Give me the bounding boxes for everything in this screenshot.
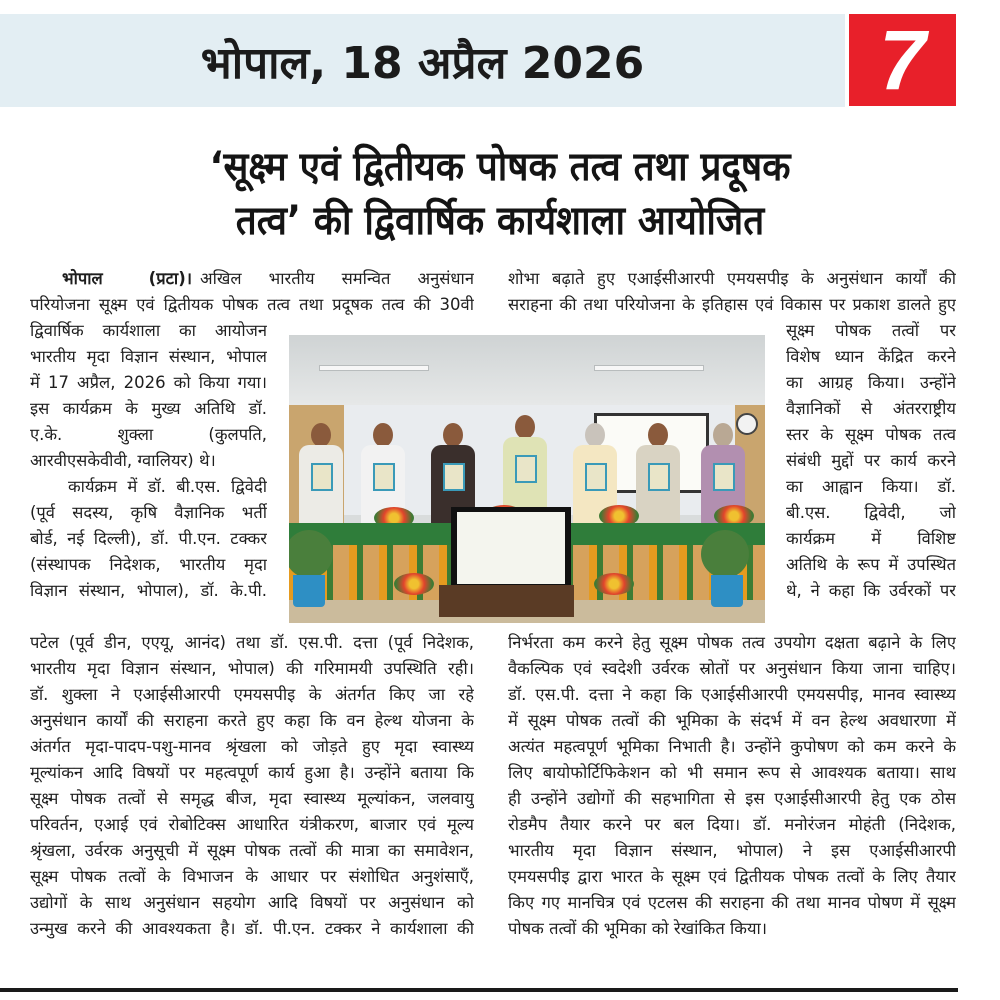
text-line: किए गए मानचित्र एवं एटलस की सराहना की तथा मानव पोषण में सूक्ष्म	[508, 893, 956, 912]
text-line: का आग्रह किया। उन्होंने	[786, 373, 956, 392]
text-line: ही उन्होंने उद्योगों की सहभागिता से इस एआईसीआरपी हेतु एक ठोस	[508, 789, 956, 808]
article-headline	[40, 140, 960, 248]
text-line: परियोजना सूक्ष्म एवं द्वितीयक पोषक तत्व तथा प्रदूषक तत्व की 30वी	[30, 295, 474, 314]
text-line: भारतीय मृदा विज्ञान संस्थान, भोपाल) ने इस एआईसीआरपी	[508, 841, 956, 860]
text-line: आरवीएसकेवीवी, ग्वालियर) थे।	[30, 451, 216, 470]
text-line: (पूर्व सदस्य, कृषि वैज्ञानिक भर्ती	[30, 503, 267, 522]
ceiling-light	[594, 365, 704, 371]
plant-pot	[711, 575, 743, 607]
text-line: वैज्ञानिकों से अंतरराष्ट्रीय	[786, 399, 956, 418]
text-line: उद्योगों के साथ अनुसंधान सहयोग आदि विषयों पर अनुसंधान को	[30, 893, 474, 912]
text-line: इस कार्यक्रम के मुख्य अतिथि डॉ.	[30, 399, 267, 418]
text-line: द्विवार्षिक कार्यशाला का आयोजन	[30, 321, 267, 340]
text-line: अखिल भारतीय समन्वित अनुसंधान	[200, 269, 474, 288]
text-line: वैकल्पिक एवं स्वदेशी उर्वरक स्रोतों पर अनुसंधान किया जाना चाहिए।	[508, 659, 956, 678]
display-monitor	[451, 507, 571, 589]
potted-plant	[701, 530, 749, 578]
text-line: अत्यंत महत्वपूर्ण भूमिका निभाती है। उन्होंने कुपोषण को कम करने के	[508, 737, 956, 756]
text-line: कार्यक्रम में डॉ. बी.एस. द्विवेदी	[68, 477, 267, 496]
text-line: अतिथि के रूप में उपस्थित	[786, 555, 956, 574]
page-number-badge: 7	[849, 14, 956, 106]
text-line: शोभा बढ़ाते हुए एआईसीआरपी एमयसपीइ के अनुसंधान कार्यों की	[508, 269, 956, 288]
person	[501, 415, 549, 515]
text-line: स्तर के सूक्ष्म पोषक तत्व	[786, 425, 956, 444]
text-line: श्रृंखला, उर्वरक अनुसूची में सूक्ष्म पोषक तत्वों की मात्रा का समावेशन,	[30, 841, 474, 860]
text-line: लिए बायोफोर्टिफिकेशन को भी समान रूप से आवश्यक बताया। साथ	[508, 763, 956, 782]
text-line: रोडमैप तैयार करने पर बल दिया। डॉ. मनोरंजन मोहंती (निदेशक,	[508, 815, 956, 834]
text-line: भारतीय मृदा विज्ञान संस्थान, भोपाल	[30, 347, 267, 366]
text-line: कार्यक्रम में विशिष्ट	[786, 529, 956, 548]
text-line: बी.एस. द्विवेदी, जो	[786, 503, 956, 522]
text-line: संबंधी मुद्दों पर कार्य करने	[786, 451, 956, 470]
event-photo	[289, 335, 765, 623]
podium	[439, 585, 574, 617]
text-line: विज्ञान संस्थान, भोपाल), डॉ. के.पी.	[30, 581, 267, 600]
flower-vase	[394, 573, 434, 595]
text-line: में सूक्ष्म पोषक तत्वों की भूमिका के संदर्भ में वन हेल्थ अवधारणा में	[508, 711, 956, 730]
text-line: विशेष ध्यान केंद्रित करने	[786, 347, 956, 366]
person	[297, 423, 345, 523]
text-line: डॉ. शुक्ला ने एआईसीआरपी एमयसपीइ के अंतर्गत किए जा रहे	[30, 685, 474, 704]
plant-pot	[293, 575, 325, 607]
text-line: सूक्ष्म पोषक तत्वों से समृद्ध बीज, मृदा स्वास्थ्य मूल्यांकन, जलवायु	[30, 789, 474, 808]
text-line: बोर्ड, नई दिल्ली), डॉ. पी.एन. टक्कर	[30, 529, 267, 548]
headline-line-1: ‘सूक्ष्म एवं द्वितीयक पोषक तत्व तथा प्रदूषक	[209, 144, 791, 190]
dateline: भोपाल (प्रटा)।	[62, 269, 192, 288]
text-line: भारतीय मृदा विज्ञान संस्थान, भोपाल) की गरिमामयी उपस्थिति रही।	[30, 659, 474, 678]
text-line: निर्भरता कम करने हेतु सूक्ष्म पोषक तत्व उपयोग दक्षता बढ़ाने के लिए	[508, 633, 956, 652]
text-line: ए.के. शुक्ला (कुलपति,	[30, 425, 267, 444]
text-line: एमयसपीइ द्वारा भारत के सूक्ष्म एवं द्वितीयक पोषक तत्वों के लिए तैयार	[508, 867, 956, 886]
person	[634, 423, 682, 523]
text-line: सराहना की तथा परियोजना के इतिहास एवं विकास पर प्रकाश डालते हुए	[508, 295, 956, 314]
text-line: (संस्थापक निदेशक, भारतीय मृदा	[30, 555, 267, 574]
bottom-rule	[0, 988, 958, 992]
text-line: अंतर्गत मृदा-पादप-पशु-मानव श्रृंखला को जोड़ते हुए मृदा स्वास्थ्य	[30, 737, 474, 756]
text-line: का आह्वान किया। डॉ.	[786, 477, 956, 496]
text-line: थे, ने कहा कि उर्वरकों पर	[786, 581, 956, 600]
text-line: पटेल (पूर्व डीन, एएयू, आनंद) तथा डॉ. एस.पी. दत्ता (पूर्व निदेशक,	[30, 633, 474, 652]
text-line: मूल्यांकन आदि विषयों पर महत्वपूर्ण कार्य हुआ है। उन्होंने बताया कि	[30, 763, 474, 782]
masthead-date: भोपाल, 18 अप्रैल 2026	[200, 37, 645, 89]
text-line: में 17 अप्रैल, 2026 को किया गया।	[30, 373, 267, 392]
text-line: परिवर्तन, एआई एवं रोबोटिक्स आधारित यंत्रीकरण, बाजार एवं मूल्य	[30, 815, 474, 834]
text-line: उन्मुख करने की आवश्यकता है। डॉ. पी.एन. टक्कर ने कार्यशाला की	[30, 919, 474, 938]
text-line: सूक्ष्म पोषक तत्वों के विभाजन के आधार पर संशोधित अनुशंसाएँ,	[30, 867, 474, 886]
text-line: डॉ. एस.पी. दत्ता ने कहा कि एआईसीआरपी एमयसपीइ, मानव स्वास्थ्य	[508, 685, 956, 704]
ceiling-light	[319, 365, 429, 371]
headline-line-2: तत्व’ की द्विवार्षिक कार्यशाला आयोजित	[235, 198, 765, 244]
text-line: सूक्ष्म पोषक तत्वों पर	[786, 321, 956, 340]
text-line: अनुसंधान कार्यों की सराहना करते हुए कहा कि वन हेल्थ योजना के	[30, 711, 474, 730]
text-line: पोषक तत्वों की भूमिका को रेखांकित किया।	[508, 919, 768, 938]
flower-vase	[594, 573, 634, 595]
